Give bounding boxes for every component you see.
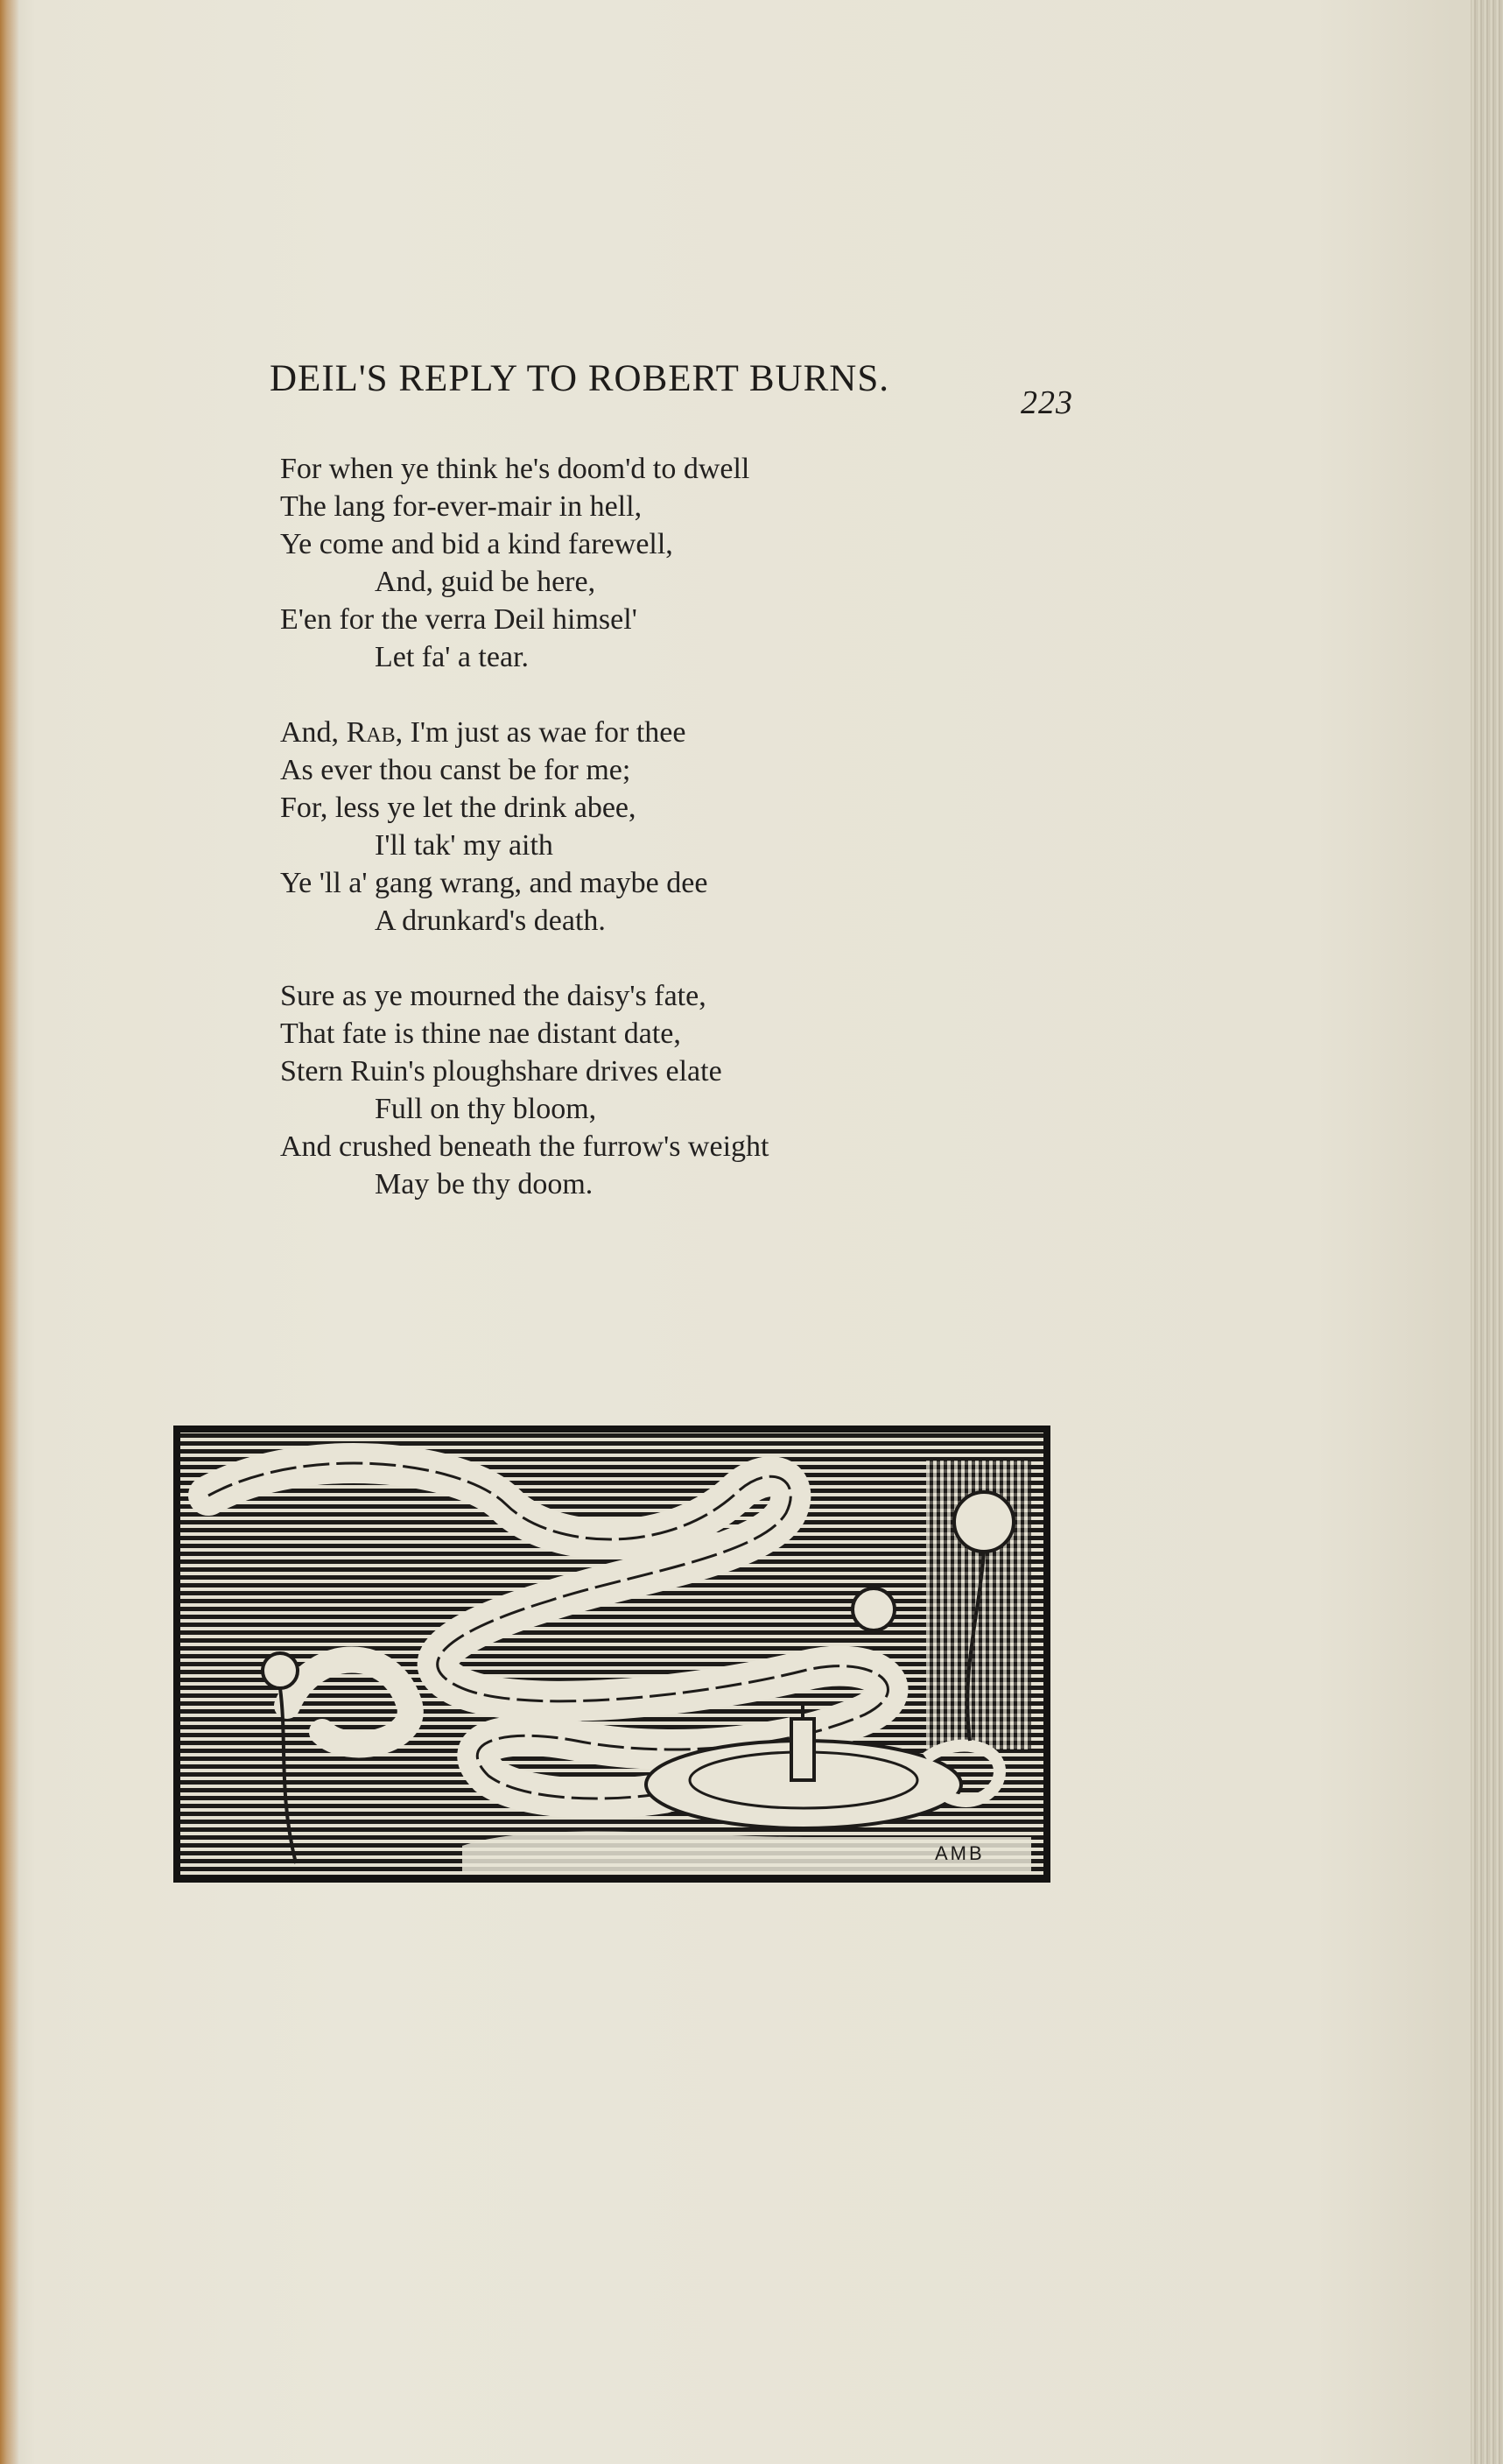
stanza-3: [280, 977, 1050, 1203]
poem-line-start: And,: [280, 716, 347, 749]
stanza-2: [280, 714, 1050, 940]
poem-line: Let fa' a tear.: [375, 641, 530, 673]
poem-line-end: , I'm just as wae for thee: [395, 716, 686, 749]
gutter-shadow: [0, 0, 19, 2464]
poem-line: Sure as ye mourned the daisy's fate,: [280, 980, 706, 1012]
page-number: 223: [1021, 384, 1073, 421]
poem-line: Ye come and bid a kind farewell,: [280, 528, 673, 560]
poem-line: May be thy doom.: [375, 1168, 593, 1200]
candle: [791, 1719, 814, 1780]
page-stack-edge: [1471, 0, 1503, 2464]
poem-line: E'en for the verra Deil himsel': [280, 603, 637, 636]
poem-line: Full on thy bloom,: [375, 1093, 597, 1125]
poem-line: [280, 714, 1050, 751]
illustrator-signature: AMB: [935, 1842, 985, 1864]
name-rab: Rab: [346, 716, 396, 749]
page-title: DEIL'S REPLY TO ROBERT BURNS.: [270, 358, 890, 399]
poem-line: For, less ye let the drink abee,: [280, 792, 636, 824]
poem-line: And, guid be here,: [375, 566, 596, 598]
woodcut-illustration: [173, 1426, 1050, 1883]
poem-line: Ye 'll a' gang wrang, and maybe dee: [280, 867, 708, 899]
poem-line: I'll tak' my aith: [375, 829, 553, 862]
poem-line: Stern Ruin's ploughshare drives elate: [280, 1055, 722, 1088]
poem-line: The lang for-ever-mair in hell,: [280, 490, 643, 523]
poem: [280, 450, 1050, 1241]
running-head: [270, 357, 1092, 421]
poem-line: As ever thou canst be for me;: [280, 754, 631, 786]
poem-line: That fate is thine nae distant date,: [280, 1017, 681, 1050]
poem-line: A drunkard's death.: [375, 905, 606, 937]
poem-line: For when ye think he's doom'd to dwell: [280, 453, 750, 485]
poem-line: And crushed beneath the furrow's weight: [280, 1130, 769, 1163]
stanza-1: [280, 450, 1050, 676]
